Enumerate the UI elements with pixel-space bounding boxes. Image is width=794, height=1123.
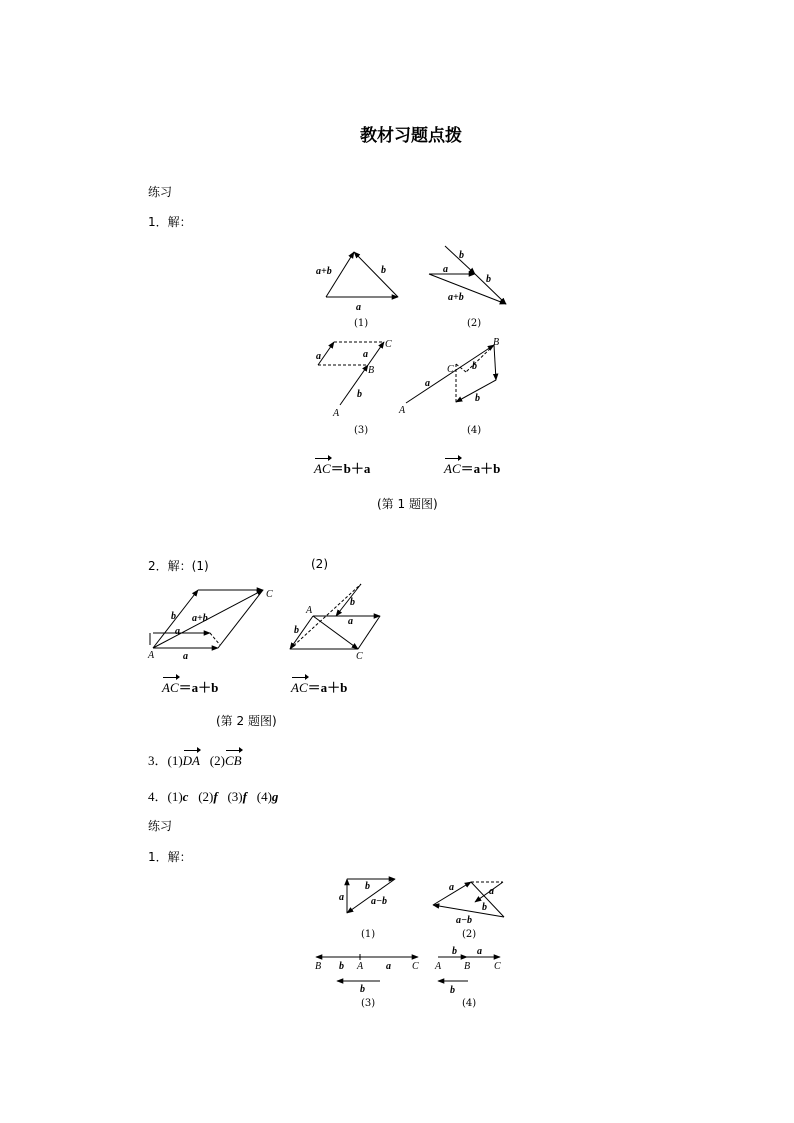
fig1-4-label-A: A: [399, 405, 406, 416]
fig3-4-label-b1: b: [452, 946, 457, 957]
problem-2-label: 2．解：(1): [148, 559, 209, 573]
fig2-equation-left: [162, 677, 218, 696]
part-4: (4): [256, 789, 272, 804]
fig1-3-label-C: C: [385, 339, 392, 350]
vector-CB: CB: [224, 753, 242, 768]
part-2: (2): [198, 789, 214, 804]
equation-rhs: ＝a＋b: [307, 680, 348, 695]
fig1-3-label-b: b: [357, 389, 362, 400]
fig2-2-side-right: [358, 616, 380, 649]
fig2-1-label-b: b: [171, 611, 176, 622]
fig3-3-label-C: C: [412, 961, 419, 972]
fig2-1-label-a2: a: [183, 651, 188, 662]
problem-3: [148, 750, 242, 769]
fig3-3-label-b1: b: [339, 961, 344, 972]
fig1-4-vector-b1: [494, 345, 496, 380]
fig3-1-label-a: a: [339, 892, 344, 903]
problem-1-label-2: 1．解：: [148, 850, 192, 864]
fig2-1-small-dash: [210, 633, 220, 645]
fig3-3-label-a: a: [386, 961, 391, 972]
fig1-4-label-B: B: [493, 337, 500, 348]
fig2-1-label-sum: a+b: [192, 613, 208, 624]
fig1-2-label-sum: a+b: [448, 292, 464, 303]
fig3-caption-2: (2): [462, 929, 477, 940]
answer-2: f: [213, 789, 218, 804]
fig3-4-label-b2: b: [450, 985, 455, 996]
fig2-equation-right: [291, 677, 347, 696]
fig1-caption-1: (1): [354, 318, 369, 329]
fig1-2-label-a: a: [443, 264, 448, 275]
fig3-caption-1: (1): [361, 929, 376, 940]
fig3-4-label-a: a: [477, 946, 482, 957]
fig1-4-label-C: C: [447, 364, 454, 375]
vector-AC: AC: [314, 461, 331, 476]
fig1-1-label-sum: a+b: [316, 266, 332, 277]
page-title: 教材习题点拨: [360, 126, 462, 146]
fig3-2-side: [471, 882, 504, 917]
fig1-caption-4: (4): [467, 425, 482, 436]
fig1-3-vector-a2: [368, 342, 384, 365]
problem-2-label-2: (2): [311, 557, 328, 571]
problem-1-label: 1．解：: [148, 215, 192, 229]
fig3-4-label-B: B: [464, 961, 471, 972]
fig1-1-label-a: a: [356, 302, 361, 313]
part-3: (3): [227, 789, 243, 804]
fig1-2-label-b2: b: [486, 274, 491, 285]
fig1-equation-left: [314, 458, 370, 477]
vector-DA: DA: [182, 753, 201, 768]
fig3-4-label-C: C: [494, 961, 501, 972]
fig1-3-label-a2: a: [363, 349, 368, 360]
fig1-1-vector-b: [354, 252, 398, 297]
vector-AC: AC: [162, 680, 179, 695]
fig1-3-label-A: A: [333, 408, 340, 419]
fig1-4-label-a: a: [425, 378, 430, 389]
fig3-3-label-B: B: [315, 961, 322, 972]
fig1-caption-3: (3): [354, 425, 369, 436]
section-heading-1: 练习: [148, 185, 173, 199]
fig2-caption: (第 2 题图): [216, 714, 277, 728]
fig1-3-vector-b: [340, 365, 368, 405]
fig3-2-label-a2: a: [489, 886, 494, 897]
fig3-1-label-b: b: [365, 881, 370, 892]
vector-AC: AC: [444, 461, 461, 476]
fig1-4-label-b2: b: [475, 393, 480, 404]
problem-3-part-2: (2): [209, 753, 225, 768]
answer-4: g: [271, 789, 279, 804]
fig1-3-label-B: B: [368, 365, 375, 376]
answer-3: f: [242, 789, 247, 804]
fig2-1-label-A: A: [148, 650, 155, 661]
fig2-1-diagonal: [153, 590, 263, 648]
fig2-2-label-b2: b: [294, 625, 299, 636]
fig3-4-label-A: A: [435, 961, 442, 972]
fig2-1-label-a1: a: [175, 626, 180, 637]
fig1-3-label-a1: a: [316, 351, 321, 362]
fig3-1-label-diff: a−b: [371, 896, 388, 907]
fig1-equation-right: [444, 458, 500, 477]
fig1-4-label-b1: b: [472, 361, 477, 372]
fig1-2-label-b1: b: [459, 250, 464, 261]
problem-4: [148, 786, 278, 805]
fig1-caption: (第 1 题图): [377, 497, 438, 511]
fig2-2-label-C: C: [356, 651, 363, 662]
section-heading-2: 练习: [148, 819, 173, 833]
problem-4-prefix: 4．(1): [148, 789, 183, 804]
fig1-4-dash-2: [456, 364, 466, 372]
fig3-2-label-b: b: [482, 902, 487, 913]
fig1-1-label-b: b: [381, 265, 386, 276]
fig1-4-dash-1: [466, 345, 494, 372]
fig1-2-vector-sum: [429, 274, 506, 304]
fig2-2-label-a: a: [348, 616, 353, 627]
answer-1: c: [182, 789, 189, 804]
fig3-caption-4: (4): [462, 998, 477, 1009]
fig3-3-label-b2: b: [360, 984, 365, 995]
fig2-2-vector-b2: [336, 584, 361, 616]
fig2-2-label-A: A: [306, 605, 313, 616]
fig3-3-label-A: A: [357, 961, 364, 972]
equation-rhs: ＝a＋b: [178, 680, 219, 695]
fig3-2-label-a1: a: [449, 882, 454, 893]
fig2-2-label-b1: b: [350, 597, 355, 608]
equation-rhs: ＝b＋a: [330, 461, 371, 476]
fig1-caption-2: (2): [467, 318, 482, 329]
fig2-1-label-C: C: [266, 589, 273, 600]
fig3-2-label-diff: a−b: [456, 915, 473, 926]
fig2-1-side-right: [218, 590, 263, 648]
problem-3-prefix: 3．(1): [148, 753, 183, 768]
equation-rhs: ＝a＋b: [460, 461, 501, 476]
vector-AC: AC: [291, 680, 308, 695]
fig3-caption-3: (3): [361, 998, 376, 1009]
